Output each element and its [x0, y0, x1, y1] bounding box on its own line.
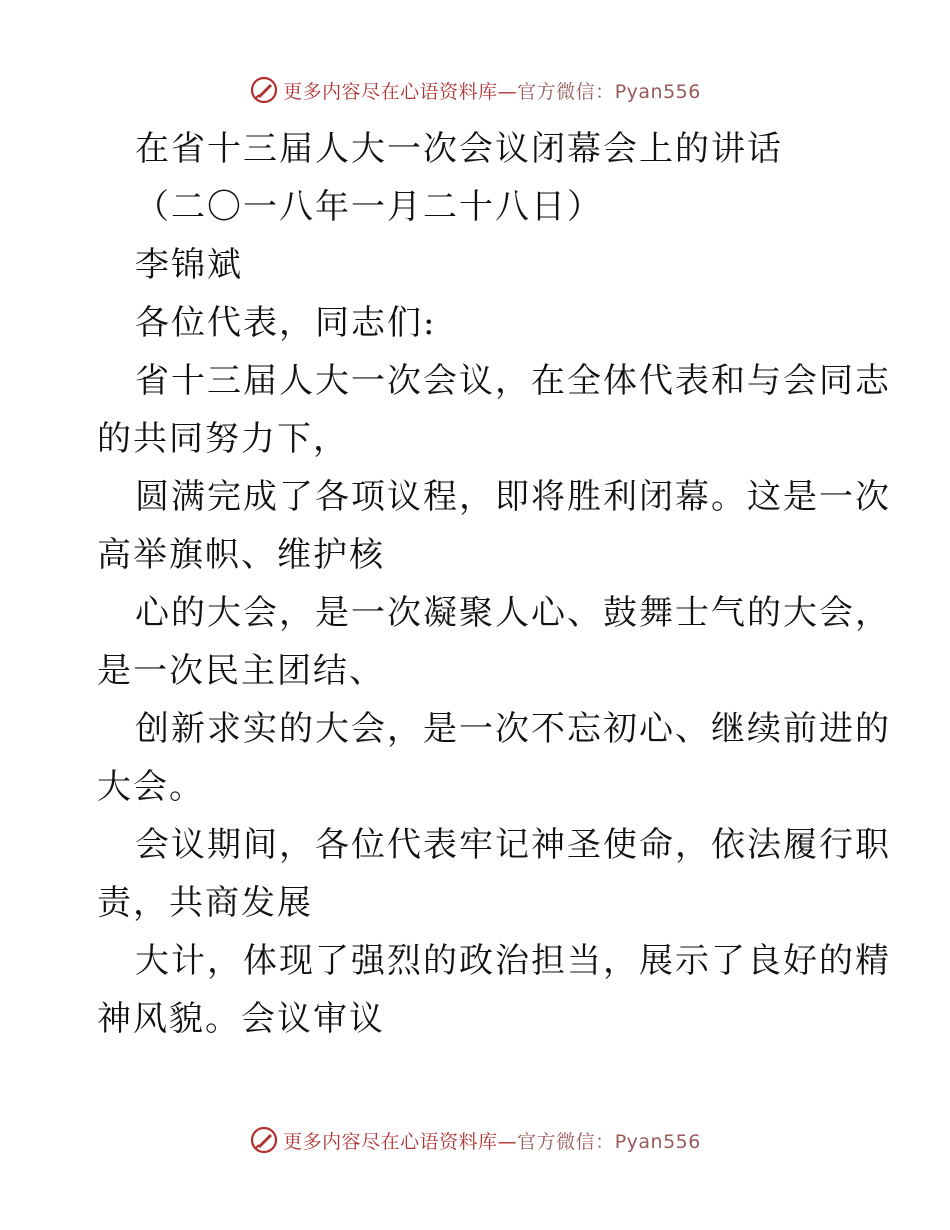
body-line: 创新求实的大会，是一次不忘初心、继续前进的: [135, 709, 891, 749]
body-line: 省十三届人大一次会议，在全体代表和与会同志: [135, 361, 891, 401]
body-line: 会议期间，各位代表牢记神圣使命，依法履行职: [135, 825, 891, 865]
salutation: 各位代表，同志们:: [135, 303, 437, 343]
document-author: 李锦斌: [135, 245, 243, 285]
body-line: 圆满完成了各项议程，即将胜利闭幕。这是一次: [135, 477, 891, 517]
footer-watermark: [0, 1120, 950, 1160]
body-line: 是一次民主团结、: [97, 651, 385, 691]
quill-logo-icon: [249, 75, 279, 105]
header-watermark: [0, 70, 950, 110]
body-line: 大计，体现了强烈的政治担当，展示了良好的精: [135, 941, 891, 981]
body-line: 心的大会，是一次凝聚人心、鼓舞士气的大会，: [135, 593, 891, 633]
body-line: 神风貌。会议审议: [97, 999, 385, 1039]
body-line: 责，共商发展: [97, 883, 313, 923]
body-line: 的共同努力下，: [97, 419, 349, 459]
body-line: 高举旗帜、维护核: [97, 535, 385, 575]
watermark-text: 更多内容尽在心语资料库—官方微信：Pyan556: [283, 1130, 701, 1153]
watermark-text: 更多内容尽在心语资料库—官方微信：Pyan556: [283, 80, 701, 103]
body-line: 大会。: [97, 767, 205, 807]
document-date: （二〇一八年一月二十八日）: [135, 187, 603, 227]
quill-logo-icon: [249, 1125, 279, 1155]
document-body: [97, 120, 891, 1048]
document-title: 在省十三届人大一次会议闭幕会上的讲话: [135, 129, 783, 169]
